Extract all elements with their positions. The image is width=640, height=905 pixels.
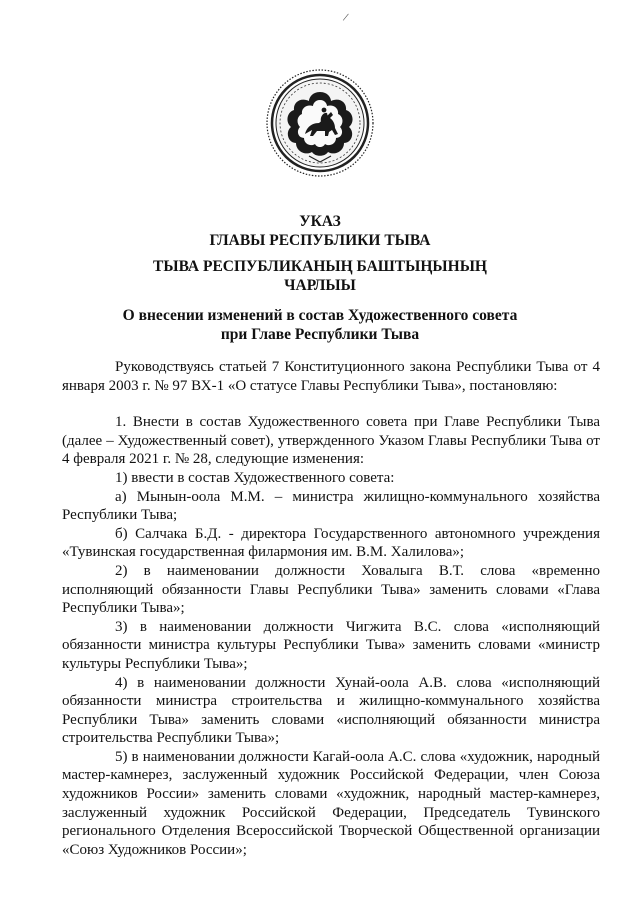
paragraph-1-item-1b: б) Салчака Б.Д. - директора Государственного автономного учреждения «Тувинская государственная филармония им. В.М. Халилова»; [62,525,600,561]
decree-title-line2: ГЛАВЫ РЕСПУБЛИКИ ТЫВА [209,232,431,249]
decree-body [62,358,600,859]
emblem-of-tuva [265,68,375,178]
paragraph-1: 1. Внести в состав Художественного совета при Главе Республики Тыва (далее – Художественный совет), утвержденного Указом Главы Республики Тыва от 4 февраля 2021 г. № 28, следующие изменения: [62,414,600,468]
handwritten-tick-mark: / [341,9,350,25]
decree-subject-line2: при Главе Республики Тыва [220,326,420,343]
paragraph-1-item-1a: а) Мынын-оола М.М. – министра жилищно-коммунального хозяйства Республики Тыва; [62,488,600,524]
decree-title-tuvan-line2: ЧАРЛЫЫ [284,277,356,294]
decree-title [60,212,580,250]
preamble-paragraph: Руководствуясь статьей 7 Конституционного закона Республики Тыва от 4 января 2003 г. № 97 ВХ-1 «О статусе Главы Республики Тыва», постановляю: [62,359,600,394]
paragraph-1-item-1: 1) ввести в состав Художественного совета: [115,469,395,486]
decree-title-tuvan [60,257,580,295]
paragraph-1-item-5: 5) в наименовании должности Кагай-оола А.С. слова «художник, народный мастер-камнерез, заслуженный художник Российской Федерации, член Союза художников России» заменить словами «художник, народный мастер-камнерез, заслуженный художник Российской Федерации, Председатель Тувинского регионального Отделения Всероссийской Творческой Общественной организации «Союз Художников России»; [62,748,600,858]
paragraph-1-item-3: 3) в наименовании должности Чигжита В.С. слова «исполняющий обязанности министра культуры Республики Тыва» заменить словами «министр культуры Республики Тыва»; [62,618,600,672]
decree-title-line1: УКАЗ [299,213,341,230]
decree-subject-line1: О внесении изменений в состав Художественного совета [122,307,518,324]
paragraph-1-item-4: 4) в наименовании должности Хунай-оола А.В. слова «исполняющий обязанности министра строительства и жилищно-коммунального хозяйства Республики Тыва» заменить словами «исполняющий обязанности министра строительства Республики Тыва»; [62,674,600,747]
decree-subject [60,306,580,344]
decree-title-tuvan-line1: ТЫВА РЕСПУБЛИКАНЫҢ БАШТЫҢЫНЫҢ [153,258,487,275]
emblem-of-tuva-icon [265,68,375,178]
paragraph-1-item-2: 2) в наименовании должности Ховалыга В.Т. слова «временно исполняющий обязанности Главы Республики Тыва» заменить словами «Глава Республики Тыва»; [62,562,600,617]
